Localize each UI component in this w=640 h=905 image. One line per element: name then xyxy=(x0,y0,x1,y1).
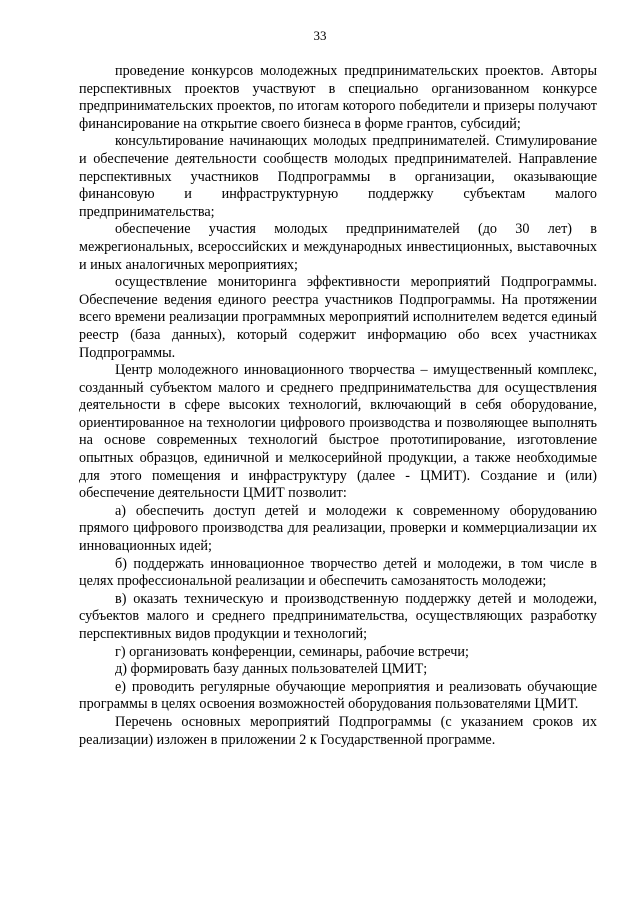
list-item-a: а) обеспечить доступ детей и молодежи к современному оборудованию прямого цифрового производства для реализации, проверки и коммерциализации их инновационных идей; xyxy=(79,502,597,555)
list-item-e: е) проводить регулярные обучающие мероприятия и реализовать обучающие программы в целях освоения возможностей оборудования пользователями ЦМИТ. xyxy=(79,678,597,713)
list-item-g: г) организовать конференции, семинары, рабочие встречи; xyxy=(115,643,469,660)
page-number: 33 xyxy=(313,28,327,43)
body-text xyxy=(79,63,597,749)
list-item-v: в) оказать техническую и производственную поддержку детей и молодежи, субъектов малого и среднего предпринимательства, осуществляющих разработку перспективных видов продукции и технологий; xyxy=(79,590,597,642)
paragraph-competitions: проведение конкурсов молодежных предпринимательских проектов. Авторы перспективных проектов участвуют в специально организованном конкурсе предпринимательских проектов, по итогам которого победители и призеры получают финансирование на открытие своего бизнеса в форме грантов, субсидий; xyxy=(79,63,597,132)
paragraph-events-list: Перечень основных мероприятий Подпрограммы (с указанием сроков их реализации) изложен в приложении 2 к Государственной программе. xyxy=(79,713,597,748)
paragraph-consulting: консультирование начинающих молодых предпринимателей. Стимулирование и обеспечение деятельности сообществ молодых предпринимателей. Направление перспективных участников Подпрограммы в организации, оказывающие финансовую и инфраструктурную поддержку субъектам малого предпринимательства; xyxy=(79,133,597,220)
paragraph-cmit-definition: Центр молодежного инновационного творчества – имущественный комплекс, созданный субъектом малого и среднего предпринимательства для осуществления деятельности в сфере высоких технологий, включающий в себя оборудование, ориентированное на технологии цифрового производства и позволяющее выполнять на основе современных технологий быстрое прототипирование, изготовление опытных образцов, единичной и мелкосерийной продукции, а также необходимые для этого помещения и инфраструктуру (далее - ЦМИТ). Создание и (или) обеспечение деятельности ЦМИТ позволит: xyxy=(79,362,597,502)
paragraph-participation: обеспечение участия молодых предпринимателей (до 30 лет) в межрегиональных, всероссийских и международных инвестиционных, выставочных и иных аналогичных мероприятиях; xyxy=(79,221,597,273)
list-item-d: д) формировать базу данных пользователей ЦМИТ; xyxy=(115,661,428,678)
list-item-b: б) поддержать инновационное творчество детей и молодежи, в том числе в целях профессиональной реализации и обеспечить самозанятость молодежи; xyxy=(79,555,597,590)
paragraph-monitoring: осуществление мониторинга эффективности мероприятий Подпрограммы. Обеспечение ведения единого реестра участников Подпрограммы. На протяжении всего времени реализации программных мероприятий исполнителем ведется единый реестр (база данных), который содержит информацию обо всех участниках Подпрограммы. xyxy=(79,274,597,361)
